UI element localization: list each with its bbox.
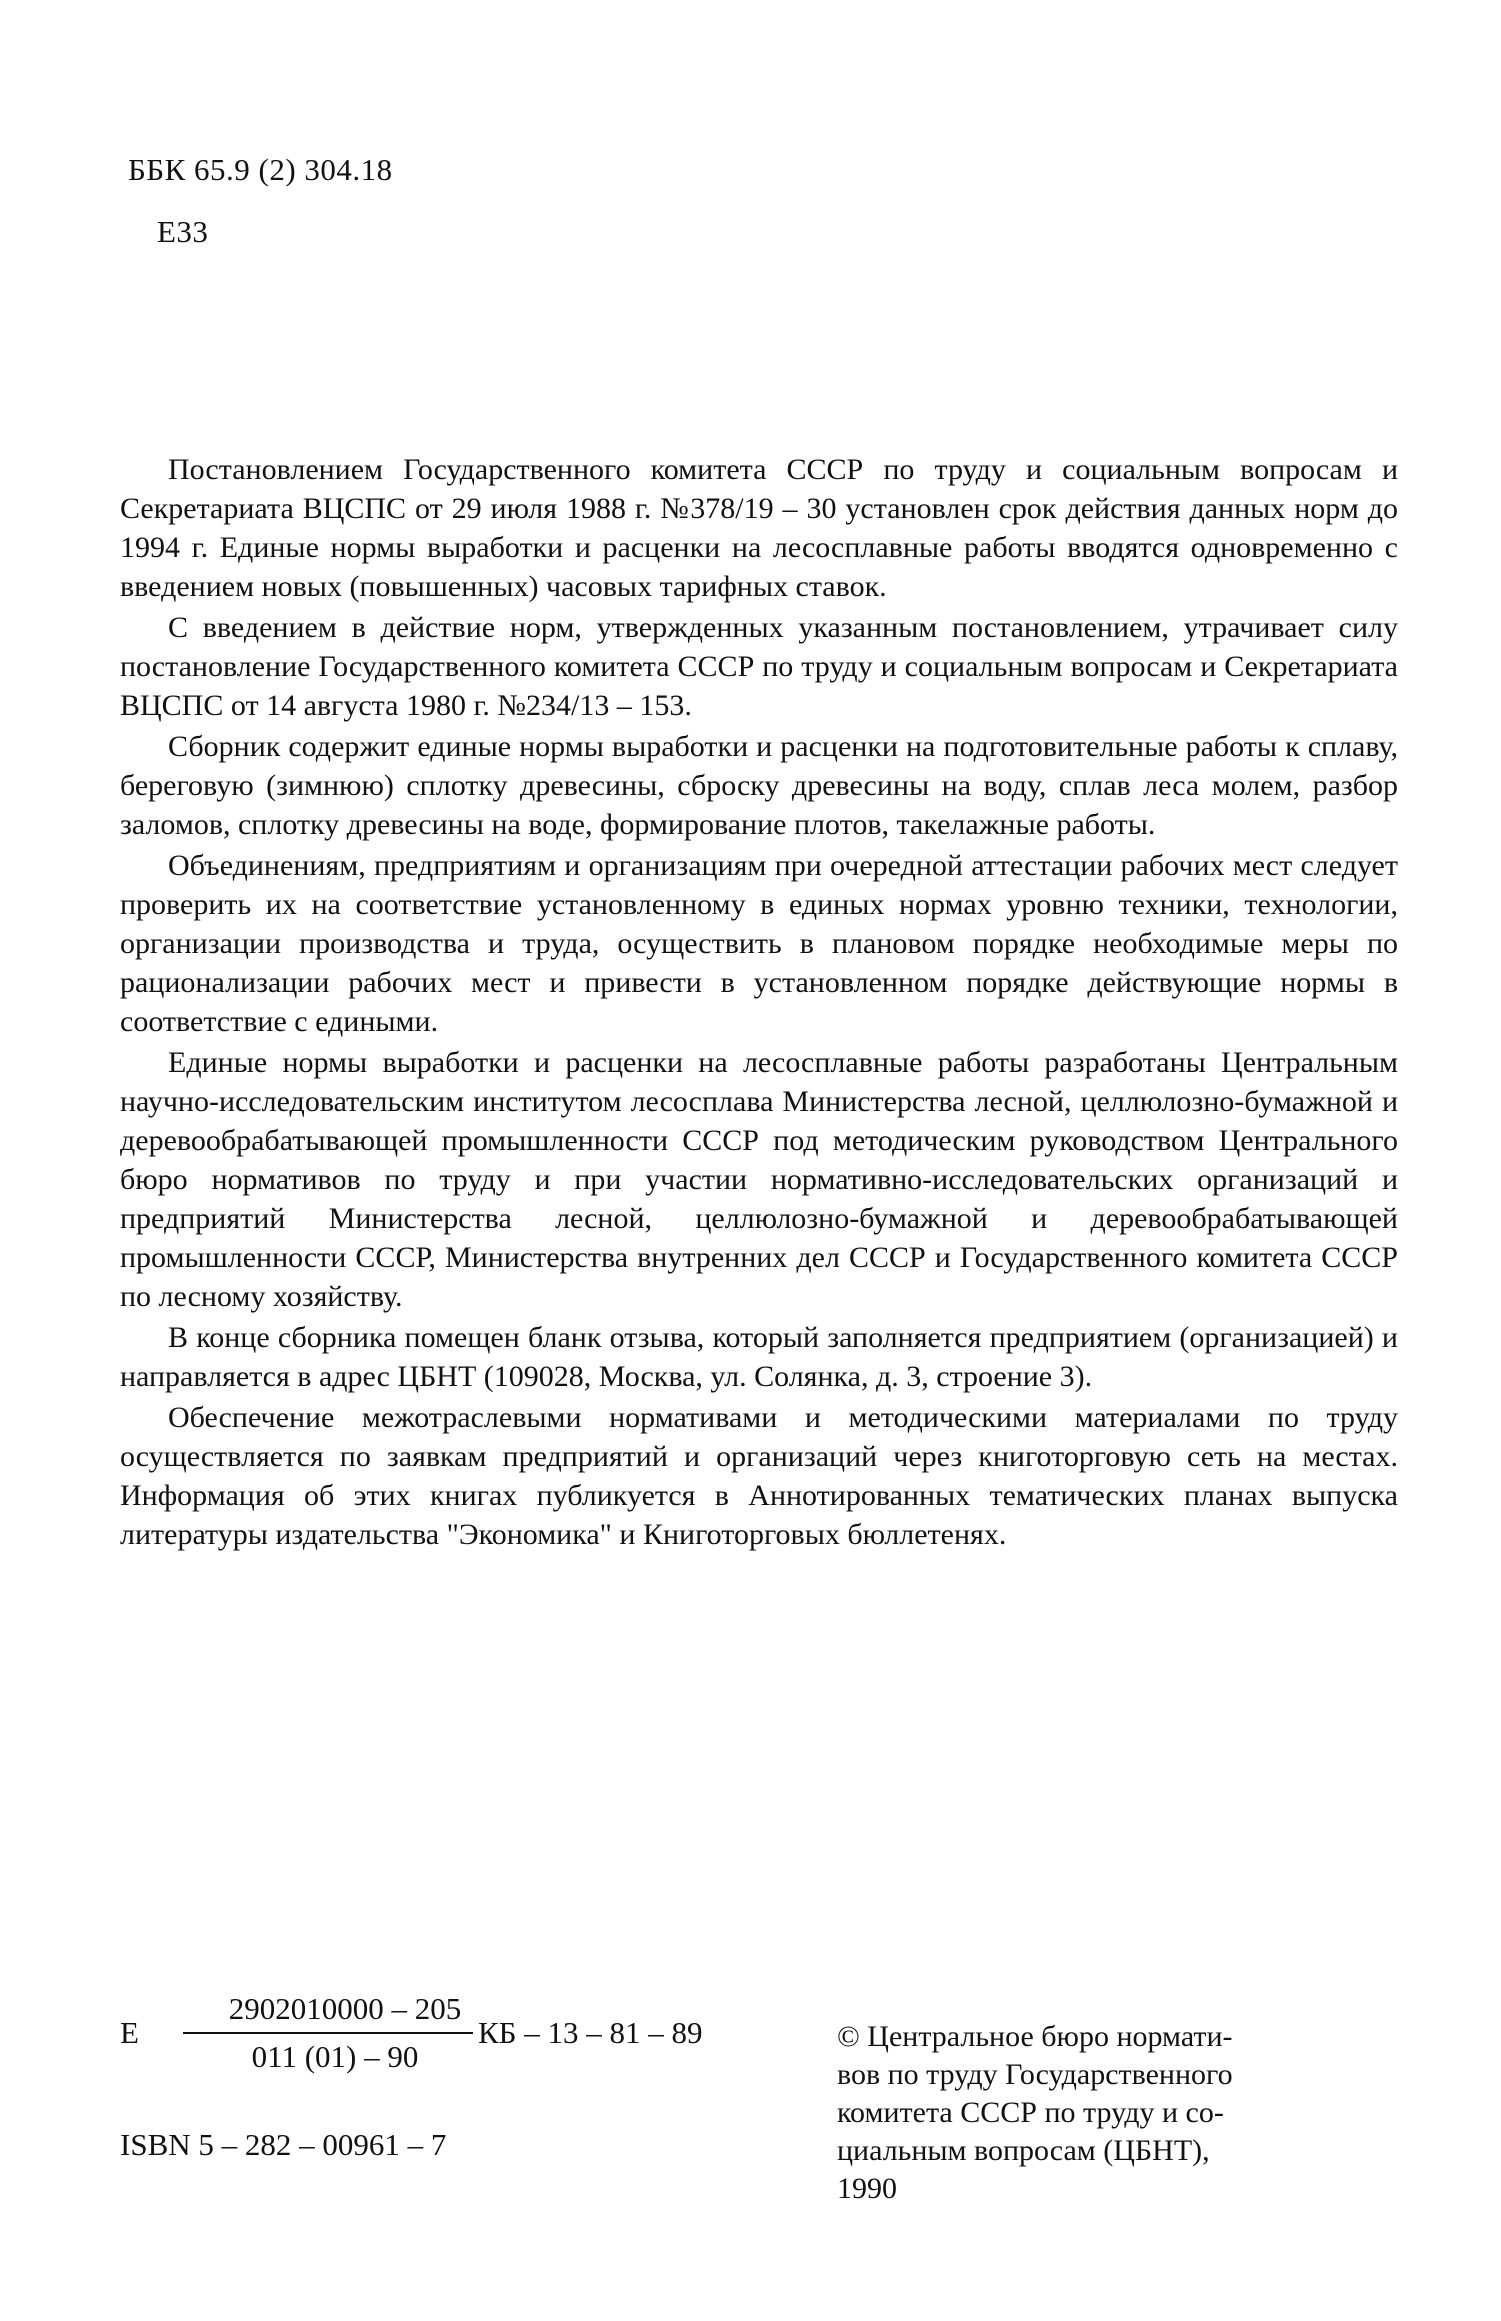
copyright-notice <box>837 2018 1377 2208</box>
isbn: ISBN 5 – 282 – 00961 – 7 <box>120 2127 447 2162</box>
index-denominator: 011 (01) – 90 <box>251 2039 419 2074</box>
publication-index <box>120 1990 702 2076</box>
copyright-line: вов по труду Государственного <box>837 2058 1233 2091</box>
index-letter: Е <box>120 2015 139 2050</box>
paragraph-distribution: Обеспечение межотраслевыми нормативами и методическими материалами по труду осуществляется по заявкам предприятий и организаций через книготорговую сеть на местах. Информация об этих книгах публикуется в Аннотированных тематических планах выпуска литературы издательства "Экономика" и Книготорговых бюллетенях. <box>120 1401 1398 1551</box>
bbk-code: ББК 65.9 (2) 304.18 <box>128 152 393 187</box>
author-mark: Е33 <box>157 214 209 249</box>
paragraph-validity: Постановлением Государственного комитета СССР по труду и социальным вопросам и Секретариата ВЦСПС от 29 июля 1988 г. №378/19 – 30 установлен срок действия данных норм до 1994 г. Единые нормы выработки и расценки на лесосплавные работы вводятся одновременно с введением новых (повышенных) часовых тарифных ставок. <box>120 453 1398 603</box>
index-fraction <box>178 1990 478 2076</box>
copyright-line: © Центральное бюро нормати- <box>837 2020 1233 2053</box>
copyright-year: 1990 <box>837 2172 897 2205</box>
paragraph-developers: Единые нормы выработки и расценки на лесосплавные работы разработаны Центральным научно-исследовательским институтом лесосплава Министерства лесной, целлюлозно-бумажной и деревообрабатывающей промышленности СССР под методическим руководством Центрального бюро нормативов по труду и при участии нормативно-исследовательских организаций и предприятий Министерства лесной, целлюлозно-бумажной и деревообрабатывающей промышленности СССР, Министерства внутренних дел СССР и Государственного комитета СССР по лесному хозяйству. <box>120 1046 1398 1313</box>
index-numerator: 2902010000 – 205 <box>228 1991 462 2026</box>
paragraph-repeal: С введением в действие норм, утвержденных указанным постановлением, утрачивает силу постановление Государственного комитета СССР по труду и социальным вопросам и Секретариата ВЦСПС от 14 августа 1980 г. №234/13 – 153. <box>120 611 1398 722</box>
copyright-line: комитета СССР по труду и со- <box>837 2096 1224 2129</box>
classification-block <box>128 150 393 252</box>
paragraph-contents: Сборник содержит единые нормы выработки и расценки на подготовительные работы к сплаву, береговую (зимнюю) сплотку древесины, сброску древесины на воду, сплав леса молем, разбор заломов, сплотку древесины на воде, формирование плотов, такелажные работы. <box>120 730 1398 841</box>
index-code: КБ – 13 – 81 – 89 <box>478 2015 703 2050</box>
paragraph-certification: Объединениям, предприятиям и организациям при очередной аттестации рабочих мест следует проверить их на соответствие установленному в единых нормах уровню техники, технологии, организации производства и труда, осуществить в плановом порядке необходимые меры по рационализации рабочих мест и привести в установленном порядке действующие нормы в соответствие с едиными. <box>120 849 1398 1038</box>
imprint-block <box>120 1990 702 2164</box>
body-text <box>120 450 1398 1556</box>
fraction-line <box>183 2032 473 2034</box>
paragraph-feedback: В конце сборника помещен бланк отзыва, который заполняется предприятием (организацией) и направляется в адрес ЦБНТ (109028, Москва, ул. Солянка, д. 3, строение 3). <box>120 1321 1398 1393</box>
copyright-line: циальным вопросам (ЦБНТ), <box>837 2134 1210 2167</box>
